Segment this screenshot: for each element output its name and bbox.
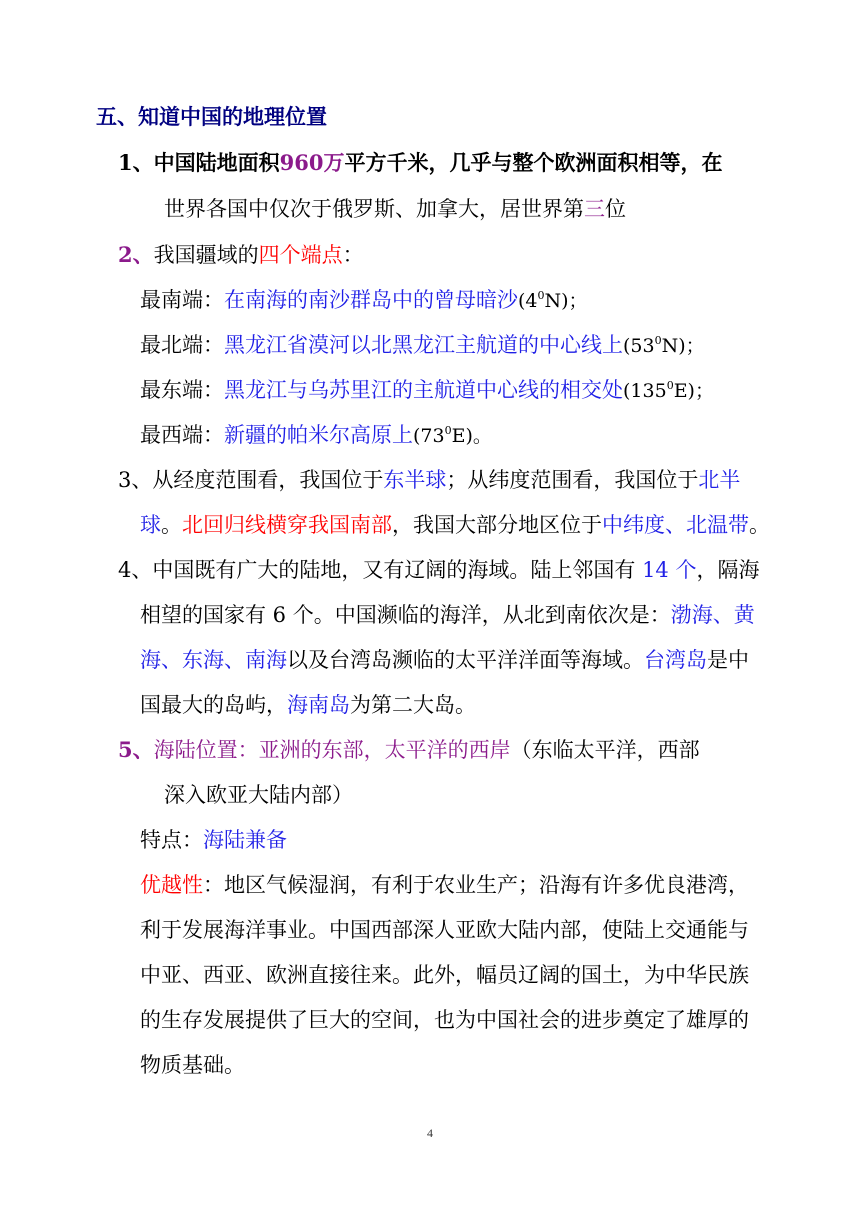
item5-line1: 5、海陆位置：亚洲的东部，太平洋的西岸（东临太平洋，西部 [118, 737, 700, 762]
item3-line1: 3、从经度范围看，我国位于东半球；从纬度范围看，我国位于北半 [118, 468, 741, 492]
rank-number: 三 [584, 197, 605, 221]
tropic-of-cancer-note: 北回归线横穿我国南部 [182, 513, 392, 537]
item1-number: 1、 [118, 150, 154, 175]
advantage-line5: 物质基础。 [140, 1053, 245, 1077]
item1-line1: 1、中国陆地面积960万平方千米，几乎与整个欧洲面积相等，在 [118, 150, 723, 175]
feature-line: 特点：海陆兼备 [140, 828, 287, 852]
item4-line3: 海、东海、南海以及台湾岛濒临的太平洋洋面等海域。台湾岛是中 [140, 648, 749, 672]
item5-line2: 深入欧亚大陆内部） [164, 783, 353, 807]
item2-number: 2、 [118, 242, 154, 267]
easternmost-point: 最东端：黑龙江与乌苏里江的主航道中心线的相交处$(135^0E)$； [140, 378, 714, 402]
item4-number: 4、 [118, 558, 153, 582]
item1-line2: 世界各国中仅次于俄罗斯、加拿大，居世界第三位 [164, 197, 626, 221]
section-title: 五、知道中国的地理位置 [96, 104, 327, 129]
advantage-label: 优越性 [140, 873, 203, 897]
item4-line2: 相望的国家有 6 个。中国濒临的海洋，从北到南依次是：渤海、黄 [140, 603, 755, 627]
northernmost-point: 最北端：黑龙江省漠河以北黑龙江主航道的中心线上$(53^0N)$； [140, 333, 705, 357]
area-number: 960 [279, 150, 324, 175]
advantage-line2: 利于发展海洋事业。中国西部深人亚欧大陆内部，使陆上交通能与 [140, 918, 749, 942]
item5-number: 5、 [118, 737, 154, 762]
item3-number: 3、 [118, 468, 153, 492]
page-number: 4 [427, 1126, 433, 1140]
sea-land-position: 海陆位置：亚洲的东部，太平洋的西岸 [153, 738, 511, 762]
item2-heading: 2、我国疆域的四个端点： [118, 242, 364, 267]
item4-line4: 国最大的岛屿，海南岛为第二大岛。 [140, 693, 476, 717]
advantage-line3: 中亚、西亚、欧洲直接往来。此外，幅员辽阔的国土，为中华民族 [140, 963, 749, 987]
advantage-line1: 优越性：地区气候湿润，有利于农业生产；沿海有许多优良港湾， [140, 873, 749, 897]
southernmost-point: 最南端：在南海的南沙群岛中的曾母暗沙$(4^0N)$； [140, 288, 588, 312]
advantage-line4: 的生存发展提供了巨大的空间，也为中国社会的进步奠定了雄厚的 [140, 1008, 749, 1032]
westernmost-point: 最西端：新疆的帕米尔高原上$(73^0E)$。 [140, 423, 492, 447]
item3-line2: 球。北回归线横穿我国南部，我国大部分地区位于中纬度、北温带。 [140, 513, 770, 537]
item4-line1: 4、中国既有广大的陆地，又有辽阔的海域。陆上邻国有 14 个，隔海 [118, 558, 760, 582]
four-extreme-points: 四个端点 [258, 243, 343, 267]
